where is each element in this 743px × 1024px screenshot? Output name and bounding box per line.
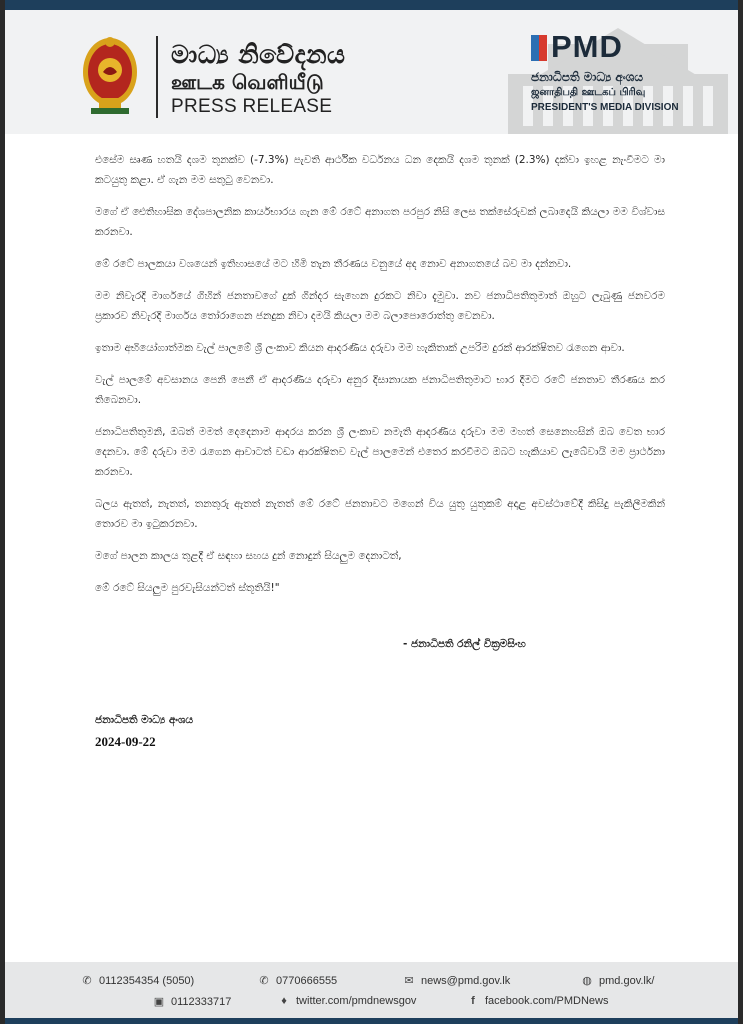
press-release-page (5, 0, 738, 1024)
contact-website-text[interactable]: pmd.gov.lk/ (599, 974, 655, 987)
division-english: PRESIDENT'S MEDIA DIVISION (531, 102, 679, 113)
contact-phone1-text: 0112354354 (5050) (99, 974, 195, 987)
contact-fax-text: 0112333717 (171, 995, 232, 1008)
top-color-bar (5, 0, 738, 10)
mobile-phone-icon: ✆ (259, 975, 269, 987)
paragraph: මේ රටේ පාලකයා වශයෙන් ඉතිහාසයේ මට හිමි තැන තීරණය වනුයේ අද නොව අනාගතයේ බව මා දන්නවා. (95, 258, 572, 270)
division-sinhala: ජනාධිපති මාධ්‍ය අංශය (531, 70, 644, 84)
division-tamil: ஜனாதிபதி ஊடகப் பிரிவு (531, 87, 646, 98)
contact-phone2 (258, 974, 337, 987)
national-emblem-icon (81, 34, 139, 116)
contact-twitter[interactable] (278, 995, 416, 1007)
paragraph: මගේ පාලන කාලය තුළදී ඒ සඳහා සහය දුන් නොදුන් සියලුම දෙනාටත්, (95, 550, 402, 562)
header-divider (156, 36, 158, 118)
letterhead (5, 10, 738, 134)
paragraph: ඉතාම අභියෝගාත්මක වැල් පාලමේ ශ්‍රී ලංකාව කියන ආදරණීය දරුවා මම හැකිතාක් උපරිම දුරක් ආරක්ෂිතව රැගෙන ආවා. (95, 342, 625, 354)
contact-website[interactable] (581, 974, 654, 987)
title-tamil: ஊடக வெளியீடு (171, 70, 324, 94)
fax-icon: ▣ (153, 996, 165, 1008)
title-sinhala: මාධ්‍ය නිවේදනය (171, 40, 346, 69)
signature: - ජනාධිපති රනිල් වික්‍රමසිංහ (403, 638, 526, 650)
paragraph: ජනාධිපතිතුමනි, ඔබත් මමත් දෙදෙනාම ආදරය කරන ශ්‍රී ලංකාව නමැති ආදරණීය දරුවා මම මහත් සෙනෙහසින් ඔබ වෙත භාර දෙනවා. මේ දරුවා මම රැගෙන ආවාටත් වඩා ආරක්ෂිතව වැල් පාලමෙන් එතෙර කරවීමට ඔබට හැකියාව ලැබේවායි මම ප්‍රාර්ථනා කරනවා. (95, 426, 665, 478)
contact-band (5, 962, 738, 1018)
email-icon: ✉ (404, 975, 414, 987)
contact-phone1 (81, 974, 194, 987)
pmd-logo-accent (539, 35, 547, 61)
paragraph: මම නිවැරදි මාර්ගයේ ගිහින් ජනතාවගේ දුක් ගින්දර සැහෙන දුරකට නිවා දැමුවා. නව ජනාධිපතිතුමාත් ඔහුට ලැබුණු ජනවරම ප්‍රකාරව නිවැරදි මාර්ගය තෝරාගෙන ජනදුක නිවා දමයි කියලා මම බලාපොරොත්තු වෙනවා. (95, 290, 665, 322)
contact-facebook-text[interactable]: facebook.com/PMDNews (485, 995, 609, 1007)
contact-facebook[interactable] (467, 995, 609, 1007)
contact-email-text[interactable]: news@pmd.gov.lk (421, 974, 511, 987)
twitter-icon: ♦ (281, 995, 287, 1007)
contact-email[interactable] (403, 974, 510, 987)
paragraph: මගේ ඒ ඓතිහාසික දේශපාලනික කාර්යභාරය ගැන මේ රටේ අනාගත පරපුර නිසි ලෙස තක්සේරුවක් ලබාදෙයි කියලා මම විශ්වාස කරනවා. (95, 206, 665, 238)
release-date: 2024-09-22 (95, 734, 156, 749)
paragraph: එසේම සෘණ හතයි දශම තුනක්ව (-7.3%) පැවති ආර්ථික වර්ධනය ධන දෙකයි දශම තුනක් (2.3%) දක්වා ඉහළ නැංවීමට මා කටයුතු කළා. ඒ ගැන මම සතුටු වෙනවා. (95, 154, 665, 186)
contact-phone2-text: 0770666555 (276, 974, 338, 987)
bottom-color-bar (5, 1018, 738, 1024)
pmd-logo-text: PMD (551, 29, 623, 64)
issuing-division: ජනාධිපති මාධ්‍ය අංශය (95, 714, 194, 726)
globe-icon: ◍ (582, 975, 592, 987)
facebook-icon: f (471, 995, 475, 1007)
paragraph: මේ රටේ සියලුම පුරවැසියන්ටත් ස්තූතියි!" (95, 582, 280, 594)
title-english: PRESS RELEASE (171, 96, 333, 117)
contact-fax (153, 995, 231, 1008)
phone-icon: ✆ (82, 975, 92, 987)
contact-twitter-text[interactable]: twitter.com/pmdnewsgov (296, 995, 417, 1007)
press-release-body (95, 150, 665, 610)
paragraph: වැල් පාලමේ අවසානය පෙනි පෙනී ඒ ආදරණීය දරුවා අනුර දිසානායක ජනාධිපතිතුමාට භාර දීමට රටේ ජනතාව තීරණය කර තිබෙනවා. (95, 374, 665, 406)
paragraph: බලය ඇතත්, නැතත්, තනතුරු ඇතත් නැතත් මේ රටේ ජනතාවට මගෙන් විය යුතු යුතුකම් අදාළ අවස්ථාවේදී කිසිදු පැකිලීමකින් තොරව මා ඉටුකරනවා. (95, 498, 665, 530)
